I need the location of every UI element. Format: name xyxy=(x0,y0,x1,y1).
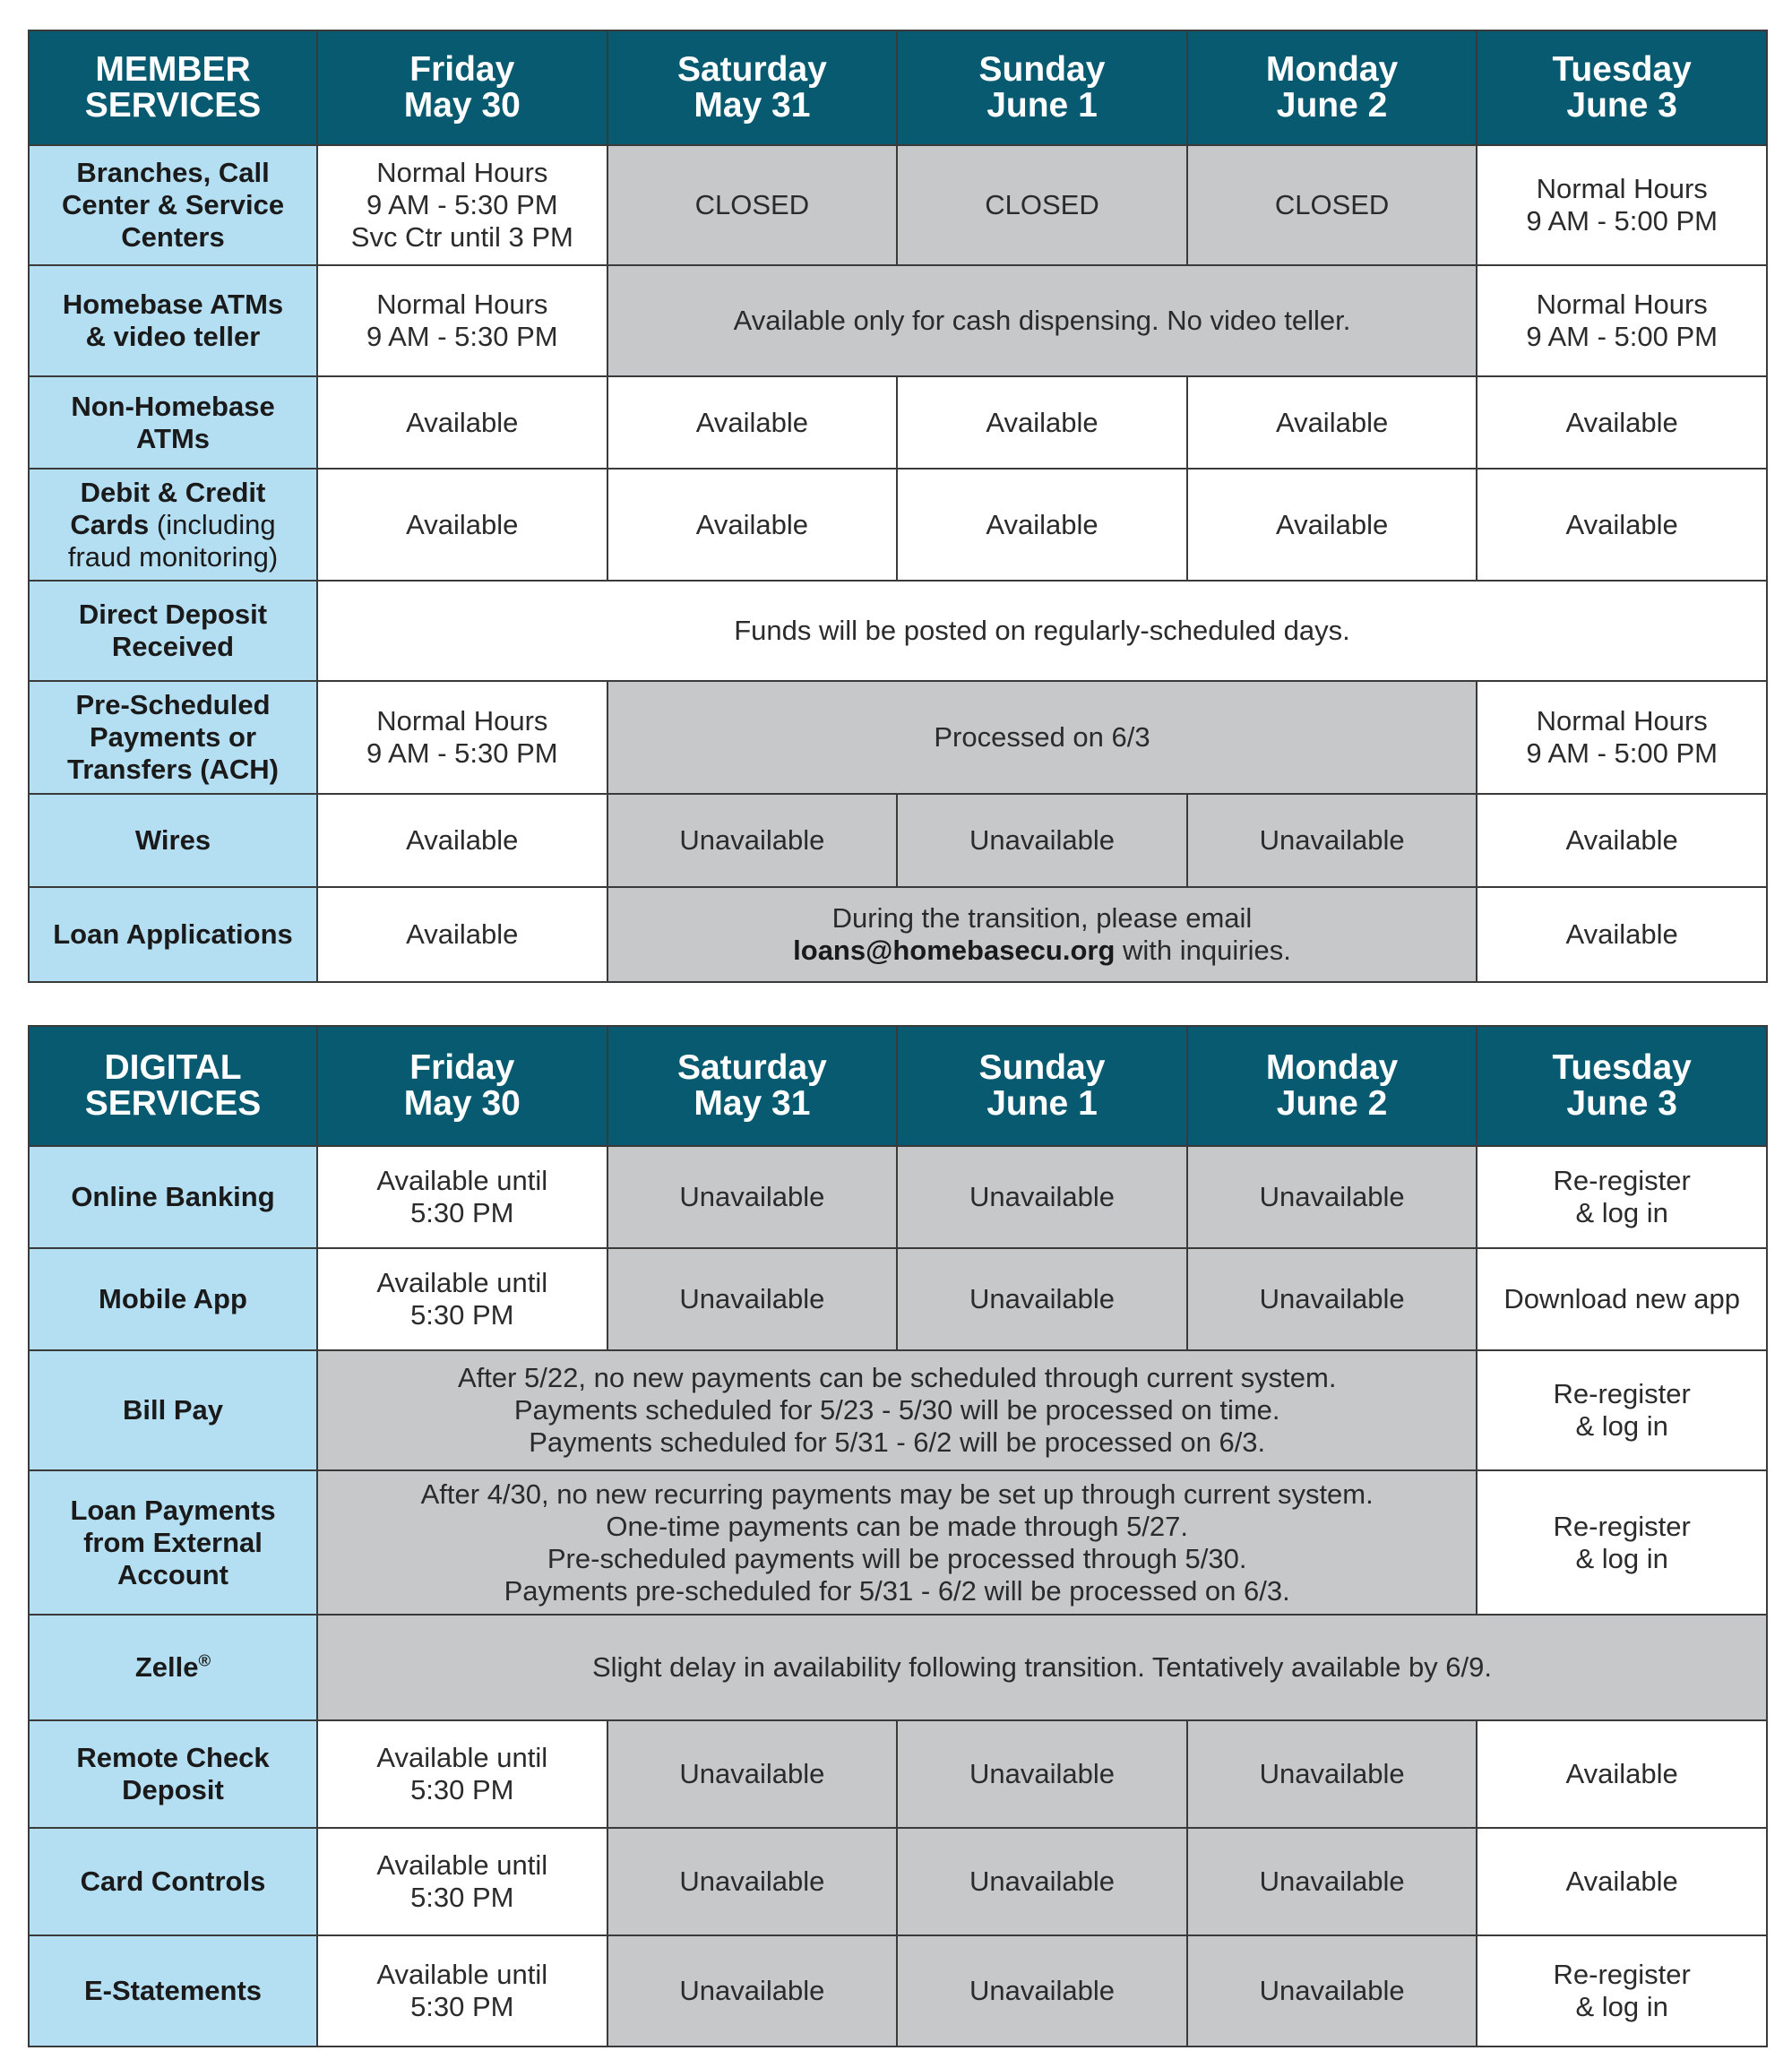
row-branches xyxy=(29,145,1767,265)
member-services-title: MEMBER SERVICES xyxy=(29,30,317,145)
cell-non-homebase-atms-sunday: Available xyxy=(897,376,1187,469)
row-label-mobile-app: Mobile App xyxy=(29,1248,317,1350)
cell-branches-friday: Normal Hours 9 AM - 5:30 PM Svc Ctr until 3 PM xyxy=(317,145,607,265)
cell-branches-saturday: CLOSED xyxy=(607,145,898,265)
cell-remote-check-friday: Available until 5:30 PM xyxy=(317,1720,607,1828)
row-label-wires: Wires xyxy=(29,794,317,887)
column-header-monday: Monday June 2 xyxy=(1187,1026,1478,1146)
cell-wires-friday: Available xyxy=(317,794,607,887)
cell-online-banking-friday: Available until 5:30 PM xyxy=(317,1146,607,1248)
cell-estatements-saturday: Unavailable xyxy=(607,1935,898,2046)
cell-estatements-tuesday: Re-register & log in xyxy=(1477,1935,1767,2046)
row-zelle xyxy=(29,1615,1767,1720)
row-label-bill-pay: Bill Pay xyxy=(29,1350,317,1470)
row-wires xyxy=(29,794,1767,887)
row-label-zelle: Zelle® xyxy=(29,1615,317,1720)
row-card-controls xyxy=(29,1828,1767,1935)
row-loan-applications xyxy=(29,887,1767,982)
cell-bill-pay-notice: After 5/22, no new payments can be scheduled through current system. Payments scheduled for 5/23 - 5/30 will be processed on time. Payments scheduled for 5/31 - 6/2 will be processed on 6/3. xyxy=(317,1350,1477,1470)
cell-wires-saturday: Unavailable xyxy=(607,794,898,887)
row-prescheduled xyxy=(29,681,1767,794)
cell-zelle-notice: Slight delay in availability following transition. Tentatively available by 6/9. xyxy=(317,1615,1767,1720)
cell-branches-tuesday: Normal Hours 9 AM - 5:00 PM xyxy=(1477,145,1767,265)
cell-loan-payments-tuesday: Re-register & log in xyxy=(1477,1470,1767,1615)
row-label-loan-applications: Loan Applications xyxy=(29,887,317,982)
row-estatements xyxy=(29,1935,1767,2046)
loans-email: loans@homebasecu.org xyxy=(793,935,1116,966)
cell-debit-credit-monday: Available xyxy=(1187,469,1478,581)
cell-wires-monday: Unavailable xyxy=(1187,794,1478,887)
cell-debit-credit-saturday: Available xyxy=(607,469,898,581)
row-label-loan-payments: Loan Payments from External Account xyxy=(29,1470,317,1615)
column-header-sunday: Sunday June 1 xyxy=(897,30,1187,145)
cell-non-homebase-atms-friday: Available xyxy=(317,376,607,469)
cell-loan-applications-weekend: During the transition, please email loans@homebasecu.org with inquiries. xyxy=(607,887,1478,982)
cell-mobile-app-sunday: Unavailable xyxy=(897,1248,1187,1350)
cell-direct-deposit-all: Funds will be posted on regularly-scheduled days. xyxy=(317,581,1767,681)
row-label-remote-check: Remote Check Deposit xyxy=(29,1720,317,1828)
row-label-debit-credit: Debit & Credit Cards (including fraud monitoring) xyxy=(29,469,317,581)
member-services-table xyxy=(28,30,1768,983)
digital-services-table xyxy=(28,1025,1768,2047)
cell-branches-monday: CLOSED xyxy=(1187,145,1478,265)
row-mobile-app xyxy=(29,1248,1767,1350)
cell-card-controls-monday: Unavailable xyxy=(1187,1828,1478,1935)
row-loan-payments xyxy=(29,1470,1767,1615)
row-online-banking xyxy=(29,1146,1767,1248)
cell-online-banking-monday: Unavailable xyxy=(1187,1146,1478,1248)
cell-online-banking-saturday: Unavailable xyxy=(607,1146,898,1248)
column-header-saturday: Saturday May 31 xyxy=(607,1026,898,1146)
cell-estatements-monday: Unavailable xyxy=(1187,1935,1478,2046)
cell-homebase-atms-friday: Normal Hours 9 AM - 5:30 PM xyxy=(317,265,607,376)
cell-remote-check-tuesday: Available xyxy=(1477,1720,1767,1828)
row-remote-check xyxy=(29,1720,1767,1828)
cell-mobile-app-tuesday: Download new app xyxy=(1477,1248,1767,1350)
cell-online-banking-tuesday: Re-register & log in xyxy=(1477,1146,1767,1248)
row-label-online-banking: Online Banking xyxy=(29,1146,317,1248)
cell-wires-tuesday: Available xyxy=(1477,794,1767,887)
column-header-friday: Friday May 30 xyxy=(317,1026,607,1146)
cell-mobile-app-monday: Unavailable xyxy=(1187,1248,1478,1350)
column-header-friday: Friday May 30 xyxy=(317,30,607,145)
row-non-homebase-atms xyxy=(29,376,1767,469)
cell-card-controls-sunday: Unavailable xyxy=(897,1828,1187,1935)
row-label-non-homebase-atms: Non-Homebase ATMs xyxy=(29,376,317,469)
cell-card-controls-saturday: Unavailable xyxy=(607,1828,898,1935)
cell-estatements-sunday: Unavailable xyxy=(897,1935,1187,2046)
cell-remote-check-saturday: Unavailable xyxy=(607,1720,898,1828)
row-label-estatements: E-Statements xyxy=(29,1935,317,2046)
cell-online-banking-sunday: Unavailable xyxy=(897,1146,1187,1248)
row-label-direct-deposit: Direct Deposit Received xyxy=(29,581,317,681)
column-header-monday: Monday June 2 xyxy=(1187,30,1478,145)
row-label-homebase-atms: Homebase ATMs & video teller xyxy=(29,265,317,376)
row-label-branches: Branches, Call Center & Service Centers xyxy=(29,145,317,265)
member-header-row xyxy=(29,30,1767,145)
cell-estatements-friday: Available until 5:30 PM xyxy=(317,1935,607,2046)
cell-remote-check-monday: Unavailable xyxy=(1187,1720,1478,1828)
cell-remote-check-sunday: Unavailable xyxy=(897,1720,1187,1828)
cell-non-homebase-atms-saturday: Available xyxy=(607,376,898,469)
cell-homebase-atms-tuesday: Normal Hours 9 AM - 5:00 PM xyxy=(1477,265,1767,376)
cell-loan-applications-friday: Available xyxy=(317,887,607,982)
row-label-prescheduled: Pre-Scheduled Payments or Transfers (ACH) xyxy=(29,681,317,794)
row-homebase-atms xyxy=(29,265,1767,376)
digital-services-title: DIGITAL SERVICES xyxy=(29,1026,317,1146)
cell-prescheduled-tuesday: Normal Hours 9 AM - 5:00 PM xyxy=(1477,681,1767,794)
cell-mobile-app-friday: Available until 5:30 PM xyxy=(317,1248,607,1350)
row-label-card-controls: Card Controls xyxy=(29,1828,317,1935)
cell-debit-credit-friday: Available xyxy=(317,469,607,581)
column-header-saturday: Saturday May 31 xyxy=(607,30,898,145)
row-bill-pay xyxy=(29,1350,1767,1470)
cell-prescheduled-weekend: Processed on 6/3 xyxy=(607,681,1478,794)
cell-non-homebase-atms-tuesday: Available xyxy=(1477,376,1767,469)
cell-mobile-app-saturday: Unavailable xyxy=(607,1248,898,1350)
cell-homebase-atms-weekend: Available only for cash dispensing. No video teller. xyxy=(607,265,1478,376)
row-direct-deposit xyxy=(29,581,1767,681)
cell-bill-pay-tuesday: Re-register & log in xyxy=(1477,1350,1767,1470)
cell-loan-payments-notice: After 4/30, no new recurring payments may be set up through current system. One-time payments can be made through 5/27. Pre-scheduled payments will be processed through 5/30. Payments pre-scheduled for 5/31 - 6/2 will be processed on 6/3. xyxy=(317,1470,1477,1615)
cell-branches-sunday: CLOSED xyxy=(897,145,1187,265)
cell-prescheduled-friday: Normal Hours 9 AM - 5:30 PM xyxy=(317,681,607,794)
cell-debit-credit-tuesday: Available xyxy=(1477,469,1767,581)
row-debit-credit xyxy=(29,469,1767,581)
digital-header-row xyxy=(29,1026,1767,1146)
column-header-tuesday: Tuesday June 3 xyxy=(1477,1026,1767,1146)
column-header-tuesday: Tuesday June 3 xyxy=(1477,30,1767,145)
cell-loan-applications-tuesday: Available xyxy=(1477,887,1767,982)
cell-card-controls-tuesday: Available xyxy=(1477,1828,1767,1935)
registered-mark: ® xyxy=(198,1650,211,1670)
cell-wires-sunday: Unavailable xyxy=(897,794,1187,887)
cell-debit-credit-sunday: Available xyxy=(897,469,1187,581)
cell-card-controls-friday: Available until 5:30 PM xyxy=(317,1828,607,1935)
column-header-sunday: Sunday June 1 xyxy=(897,1026,1187,1146)
cell-non-homebase-atms-monday: Available xyxy=(1187,376,1478,469)
